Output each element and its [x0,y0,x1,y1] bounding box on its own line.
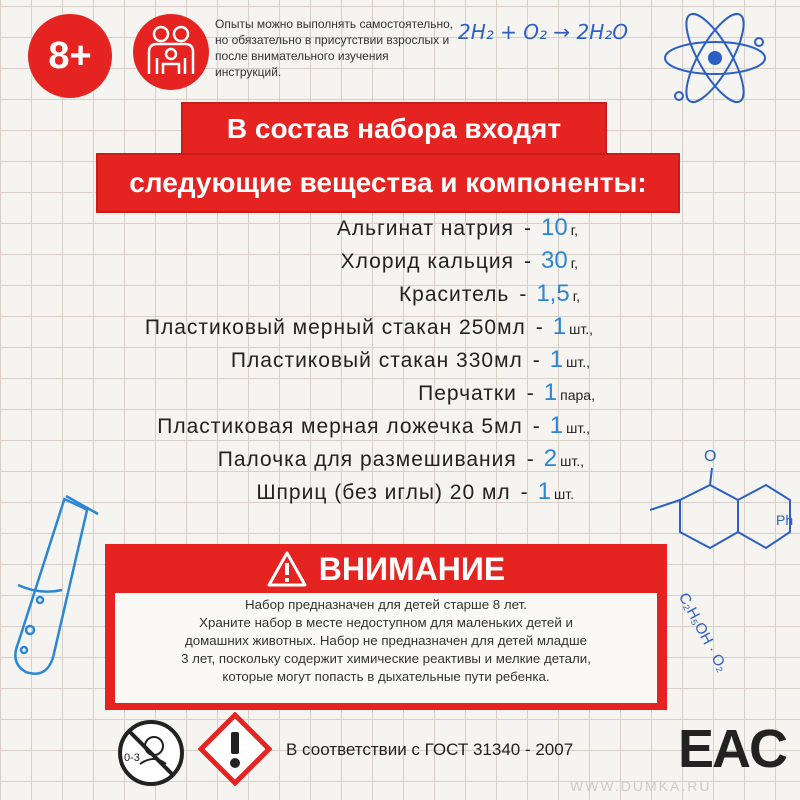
component-item: Палочка для размешивания - 2 шт., [217,445,584,472]
water-formula: 2H₂ + O₂ → 2H₂O [458,20,629,44]
eac-mark: EAC [678,719,787,779]
component-unit: шт., [566,420,590,436]
component-item: Пластиковый мерный стакан 250мл - 1 шт., [144,313,593,340]
molecule-side-label: Ph [776,512,794,528]
age-restriction-label: 0-3 [124,752,140,764]
component-unit: г, [570,222,578,238]
warning-line: домашних животных. Набор не предназначен для детей младше [184,633,588,648]
warning-line: Храните набор в месте недоступном для маленьких детей и [199,615,573,630]
component-qty: 1 [537,478,552,505]
warning-line: Набор предназначен для детей старше 8 лет. [245,597,527,612]
component-unit: шт. [554,486,574,502]
warning-text [115,593,657,703]
warning-header [105,544,667,594]
component-name: Пластиковый стакан 330мл [230,349,523,372]
component-name: Краситель [398,283,510,306]
component-name: Перчатки [418,382,517,405]
warning-line: которые могут попасть в дыхательные пути ребенка. [222,669,550,684]
ethanol-formula: C₂H₅OH · O₂ [674,590,731,675]
component-name: Пластиковая мерная ложечка 5мл [157,415,523,438]
component-qty: 1 [549,346,564,373]
gost-compliance: В соответствии с ГОСТ 31340 - 2007 [286,740,574,759]
warning-triangle-icon [267,551,307,587]
warning-title: ВНИМАНИЕ [318,550,506,587]
component-item: Альгинат натрия - 10 г, [336,214,578,241]
heading-line-1: В состав набора входят [183,104,605,154]
component-item: Краситель - 1,5 г, [398,280,580,307]
component-qty: 2 [543,445,558,472]
supervision-note: Опыты можно выполнять самостоятельно, но обязательно в присутствии взрослых и после внимательного изучения инструкций. [215,17,454,79]
component-unit: пара, [560,387,595,403]
component-name: Хлорид кальция [340,250,514,273]
component-qty: 1,5 [536,280,570,307]
molecule-top-label: O [704,448,717,465]
test-tube-icon [0,480,110,695]
component-item: Пластиковая мерная ложечка 5мл - 1 шт., [157,412,590,439]
component-item: Хлорид кальция - 30 г, [340,247,578,274]
component-qty: 1 [549,412,564,439]
component-item: Шприц (без иглы) 20 мл - 1 шт. [256,478,574,505]
component-unit: шт., [569,321,593,337]
component-name: Палочка для размешивания [217,448,517,471]
component-item: Пластиковый стакан 330мл - 1 шт., [230,346,590,373]
heading-line-2: следующие вещества и компоненты: [98,155,678,211]
watermark: WWW.DUMKA.RU [570,778,712,794]
component-unit: шт., [560,453,584,469]
hazard-exclamation-icon [198,712,272,791]
component-qty: 1 [543,379,558,406]
component-name: Альгинат натрия [336,217,514,240]
warning-line: 3 лет, поскольку содержит химические реактивы и мелкие детали, [181,651,591,666]
component-qty: 10 [541,214,568,241]
component-name: Пластиковый мерный стакан 250мл [144,316,526,339]
atom-icon [655,8,775,113]
component-name: Шприц (без иглы) 20 мл [256,481,511,504]
component-item: Перчатки - 1 пара, [418,379,595,406]
component-unit: шт., [566,354,590,370]
component-qty: 30 [541,247,568,274]
component-unit: г, [572,288,580,304]
family-icon [133,14,209,90]
component-unit: г, [570,255,578,271]
component-qty: 1 [552,313,567,340]
age-badge: 8+ [28,14,112,98]
